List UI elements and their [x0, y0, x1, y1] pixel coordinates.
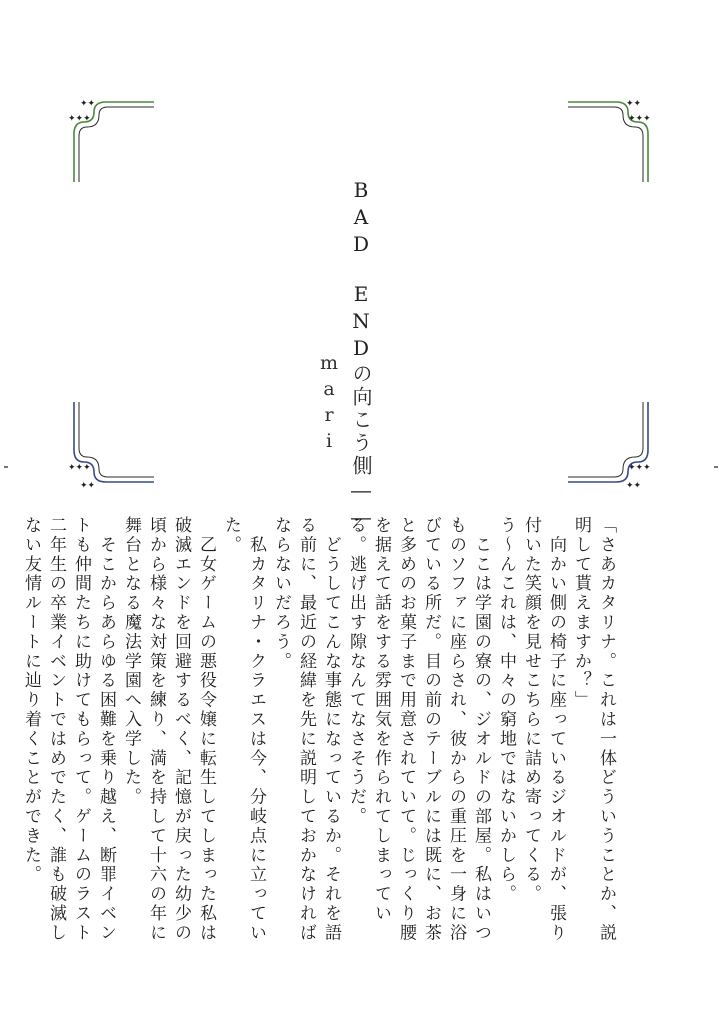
svg-text:✦✦: ✦✦	[626, 481, 642, 490]
paragraph: 向かい側の椅子に座っているジオルドが、張り付いた笑顔を見せこちらに詰め寄ってくる。	[521, 516, 566, 943]
paragraph: 乙女ゲームの悪役令嬢に転生してしまった私は破滅エンドを回避するべく、記憶が戻った幼少の頃から様々な対策を練り、満を持して十六の年に舞台となる魔法学園へ入学した。	[121, 516, 216, 943]
corner-ornament-top-left	[66, 94, 156, 184]
paragraph: 「さあカタリナ。これは一体どういうことか、説明して貰えますか？」	[571, 516, 616, 943]
edge-mark	[4, 466, 8, 468]
svg-text:✦✦: ✦✦	[80, 481, 96, 490]
corner-ornament-top-right	[566, 94, 656, 184]
paragraph: 私カタリナ・クラエスは今、分岐点に立っていた。	[221, 516, 266, 943]
svg-text:✦✦✦: ✦✦✦	[628, 114, 651, 124]
corner-ornament-bottom-left	[66, 400, 156, 490]
svg-text:✦✦: ✦✦	[626, 99, 642, 109]
story-body	[21, 516, 618, 956]
corner-ornament-bottom-right	[566, 400, 656, 490]
story-title: BAD ENDの向こう側――	[349, 178, 373, 532]
paragraph: ここは学園の寮の、ジオルドの部屋。私はいつものソファに座らされ、彼からの重圧を一身に浴びている所だ。目の前のテーブルには既に、お茶と多めのお菓子まで用意されていて。じっくり腰を据えて話をする雰囲気を作られてしまっている。逃げ出す隙なんてなさそうだ。	[346, 516, 491, 943]
paragraph: そこからあらゆる困難を乗り越え、断罪イベントも仲間たちに助けてもらって。ゲームのラスト二年生の卒業イベントではめでたく、誰も破滅しない友情ルートに辿り着くことができた。	[21, 516, 116, 943]
svg-text:✦✦✦: ✦✦✦	[68, 114, 91, 124]
paragraph: どうしてこんな事態になっているか。それを語る前に、最近の経緯を先に説明しておかなければならないだろう。	[271, 516, 341, 943]
edge-mark	[714, 466, 718, 468]
paragraph: う～んこれは、中々の窮地ではないかしら。	[496, 516, 516, 904]
svg-text:✦✦✦: ✦✦✦	[628, 463, 651, 473]
svg-text:✦✦: ✦✦	[80, 99, 96, 109]
svg-text:✦✦✦: ✦✦✦	[68, 463, 91, 473]
author-name: mari	[318, 352, 340, 456]
